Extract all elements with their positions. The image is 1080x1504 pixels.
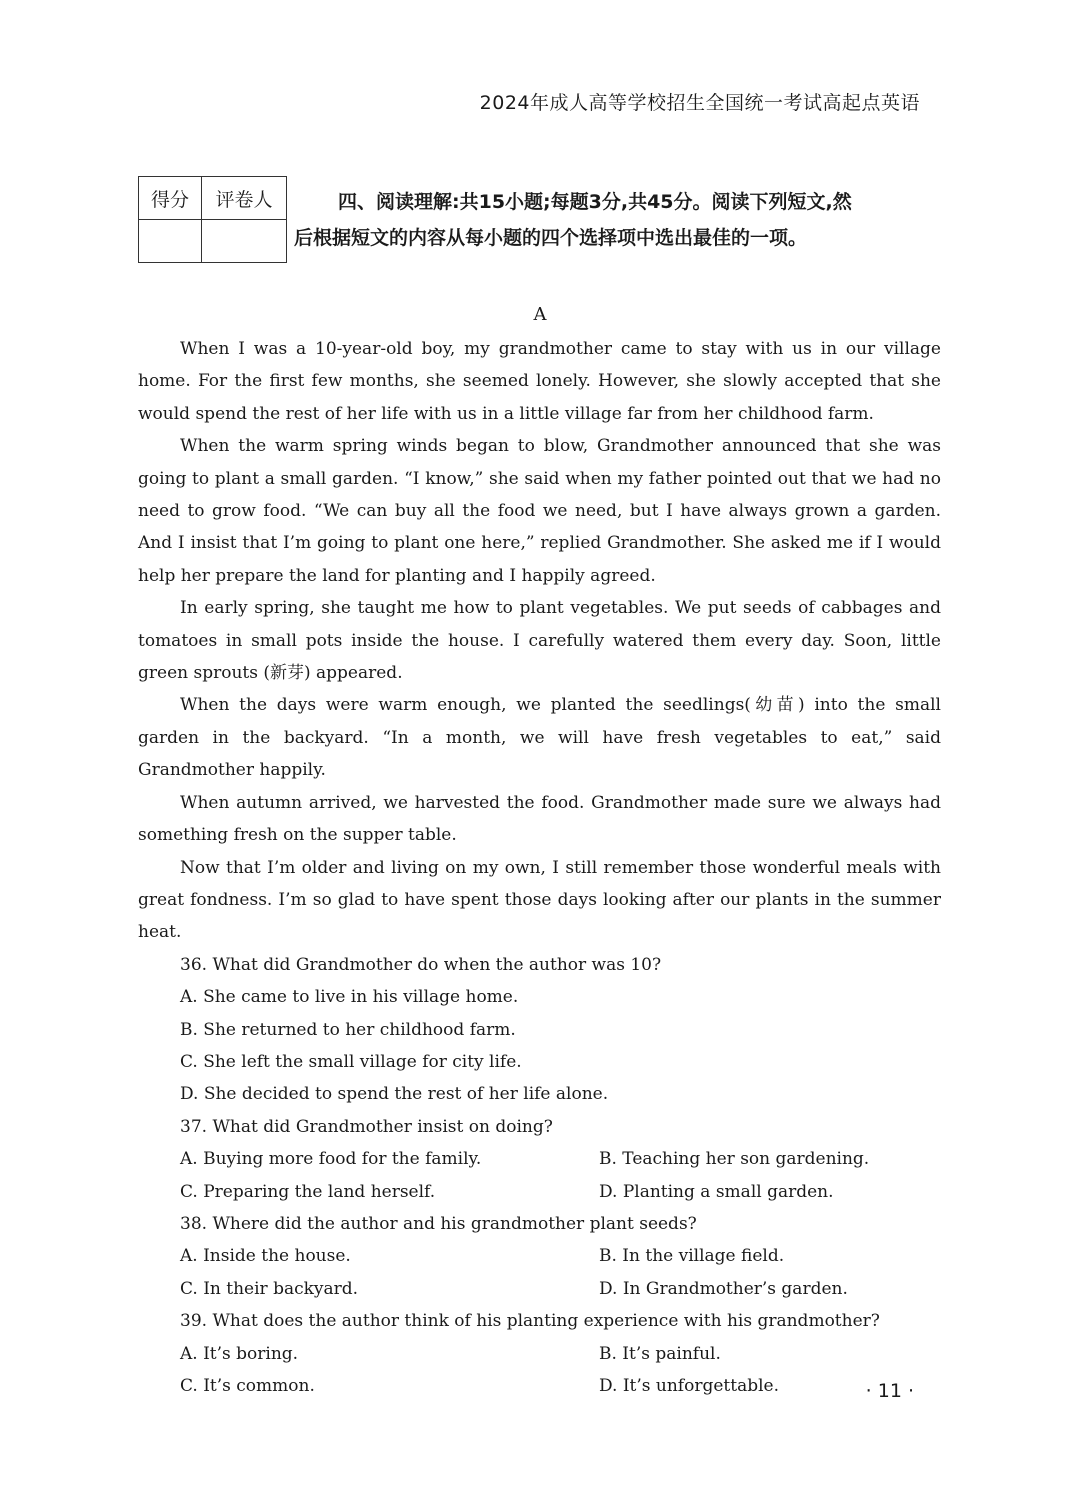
answer-option: C. It’s common. (180, 1376, 315, 1396)
answer-option: D. Planting a small garden. (599, 1181, 834, 1202)
answer-option: B. In the village field. (599, 1246, 785, 1267)
score-cell (139, 220, 202, 263)
answer-option: D. She decided to spend the rest of her life alone. (180, 1084, 609, 1105)
question-stem: 38. Where did the author and his grandmother plant seeds? (180, 1213, 697, 1234)
options-row (138, 1273, 941, 1305)
instructions-line-2: 后根据短文的内容从每小题的四个选择项中选出最佳的一项。 (294, 227, 808, 249)
answer-option: B. She returned to her childhood farm. (180, 1019, 516, 1040)
answer-option: C. She left the small village for city life. (180, 1051, 522, 1072)
options-row (138, 1176, 941, 1208)
answer-option: A. Buying more food for the family. (180, 1149, 482, 1170)
answer-option: A. Inside the house. (180, 1246, 351, 1267)
instructions-line-1: 四、阅读理解:共15小题;每题3分,共45分。阅读下列短文,然 (338, 191, 852, 213)
answer-option: A. It’s boring. (180, 1343, 299, 1364)
question-stem: 39. What does the author think of his planting experience with his grandmother? (180, 1311, 880, 1332)
passage-paragraph: When the warm spring winds began to blow, Grandmother announced that she was going to plant a small garden. “I know,” she said when my father pointed out that we had no need to grow food. “We can buy all the food we need, but I have always grown a garden. And I insist that I’m going to plant one here,” replied Grandmother. She asked me if I would help her prepare the land for planting and I happily agreed. (138, 436, 941, 586)
grader-header: 评卷人 (202, 177, 287, 220)
passage-paragraph: When I was a 10-year-old boy, my grandmother came to stay with us in our village home. For the first few months, she seemed lonely. However, she slowly accepted that she would spend the rest of her life with us in a little village far from her childhood farm. (138, 339, 941, 424)
answer-option: C. Preparing the land herself. (180, 1181, 436, 1202)
passage-letter: A (533, 304, 547, 325)
options-row (138, 1338, 941, 1370)
passage-paragraph: In early spring, she taught me how to plant vegetables. We put seeds of cabbages and tomatoes in small pots inside the house. I carefully watered them every day. Soon, little green sprouts (新芽) appeared. (138, 598, 941, 684)
page-header: 2024年成人高等学校招生全国统一考试高起点英语 (479, 92, 920, 114)
options-row (138, 1370, 941, 1402)
reading-content (138, 333, 941, 1402)
answer-option: D. It’s unforgettable. (599, 1376, 779, 1396)
passage-paragraph: Now that I’m older and living on my own, I still remember those wonderful meals with great fondness. I’m so glad to have spent those days looking after our plants in the summer heat. (138, 857, 941, 943)
score-table (138, 176, 287, 263)
section-instructions (294, 184, 944, 256)
options-row (138, 1240, 941, 1272)
answer-option: C. In their backyard. (180, 1278, 359, 1299)
passage-paragraph: When the days were warm enough, we planted the seedlings(幼苗) into the small garden in the backyard. “In a month, we will have fresh vegetables to eat,” said Grandmother happily. (138, 695, 941, 781)
question-stem: 36. What did Grandmother do when the author was 10? (180, 954, 662, 975)
passage-paragraph: When autumn arrived, we harvested the food. Grandmother made sure we always had something fresh on the supper table. (138, 792, 941, 846)
question-stem: 37. What did Grandmother insist on doing? (180, 1116, 553, 1137)
answer-option: A. She came to live in his village home. (180, 987, 519, 1008)
page-number: · 11 · (865, 1380, 914, 1402)
answer-option: D. In Grandmother’s garden. (599, 1278, 848, 1299)
answer-option: B. It’s painful. (599, 1343, 721, 1364)
answer-option: B. Teaching her son gardening. (599, 1149, 870, 1170)
grader-cell (202, 220, 287, 263)
options-row (138, 1143, 941, 1175)
score-header: 得分 (139, 177, 202, 220)
